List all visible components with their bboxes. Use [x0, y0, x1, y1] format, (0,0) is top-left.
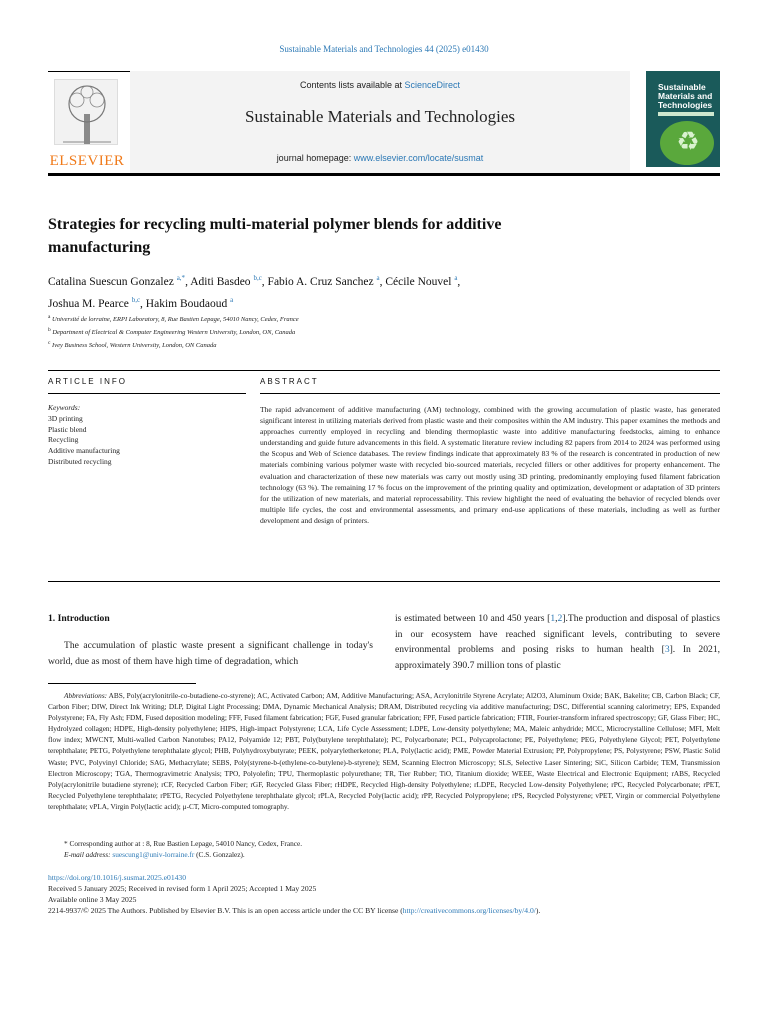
journal-masthead	[48, 71, 720, 175]
homepage-link[interactable]: www.elsevier.com/locate/susmat	[353, 153, 484, 163]
citation-separator: ,	[555, 613, 558, 624]
keyword-item: Additive manufacturing	[48, 446, 120, 456]
article-title: Strategies for recycling multi-material polymer blends for additive manufacturing	[48, 216, 502, 256]
email-line	[48, 849, 720, 860]
abbreviations-text: ABS, Poly(acrylonitrile-co-butadiene-co-styrene); AC, Activated Carbon; AM, Additive Manufacturing; ASA, Acrylonitrile Styrene Acrylate; Al2O3, Aluminum Oxide; BAK, Bakelite; CB, Carbon Black; CF, Carbon Fiber; DIW, Direct Ink Writing; DLP, Digital Light Processing; DMA, Dynamic Mechanical Analysis; DRAM, Distributed recycling via additive manufacturing; DSC, Differential scanning calorimetry; EPS, Expanded Polystyrene; FA, Fly Ash; FDM, Fused deposition modeling; FFF, Fused filament fabrication; FGF, Fused granular fabrication; FPF, Fused particle fabrication; FTIR, Fourier-transform infrared spectroscopy; GF, Glass Fiber; HC, Hydrolyzed collagen; HDPE, High-density polyethylene; HIPS, High-impact Polystyrene; LCA, Life Cycle Assessment; LDPE, Low-density polyethylene; MA, Maleic anhydride; MCC, Microcrystalline Cellulose; MFI, Melt flow index; MWCNT, Multi-walled Carbon Nanotubes; PA12, Polyamide 12; PBT, Poly(butylene terephthalate); PC, Polycarbonate; PCL, Polycaprolactone; PE, Polyethylene; PEG, Polyethylene Glycol; PET, Polyethylene terephthalate; PETG, Polyethylene terephthalate glycol; PHB, Polyhydroxybutyrate; PEEK, polyaryletherketone; PLA, Poly(lactic acid); PME, Powder Material Extrusion; PP, Polypropylene; PS, Polystyrene; PSW, Plastic Solid Waste; PVC, Polyvinyl Chloride; SAG, Methacrylate; SEBS, Poly(styrene-b-(ethylene-co-butylene)-b-styrene); SEM, Scanning Electron Microscopy; SLS, Selective Laser Sintering; SiC, Silicon Carbide; TEM, Transmission Electron Microscopy; TGA, Thermogravimetric Analysis; TPO, Polyolefin; TPU, Thermoplastic polyurethane; TR, Tier Rubber; TiO, Titanium dioxide; WEEE, Waste Electrical and Electronic Equipment; rABS, Recycled Poly(acrylonitrile butadiene styrene); rCF, Recycled Carbon Fiber; rGF, Recycled Glass Fiber; rHDPE, Recycled High-density Polyethylene; rLDPE, Recycled Low-density Polyethylene; rPC, Recycled Polycarbonate; rPET, Recycled Polyethylene terephthalate; rPETG, Recycled Polyethylene terephthalate glycol; rPLA, Recycled Poly(lactic acid); rPP, Recycled Polypropylene; rPS, Recycled Polystyrene; vPET, Virgin or commercial Polyethylene terephthalate; vPLA, Virgin Poly(lactic acid); μ-CT, Micro-computed tomography.	[48, 691, 720, 811]
available-online: Available online 3 May 2025	[48, 895, 137, 904]
received-dates: Received 5 January 2025; Received in revised form 1 April 2025; Accepted 1 May 2025	[48, 884, 317, 893]
abstract-bottom-rule	[48, 581, 720, 582]
license-prefix: 2214-9937/© 2025 The Authors. Published by Elsevier B.V. This is an open access article under the CC BY license (	[48, 906, 403, 915]
author-affiliation-marker[interactable]: a	[454, 274, 458, 282]
affiliation-text: Department of Electrical & Computer Engineering Western University, London, ON, Canada	[52, 329, 296, 337]
correspondence-footnote	[48, 838, 720, 860]
journal-cover-image[interactable]	[646, 71, 720, 167]
affiliation-item	[48, 338, 720, 351]
citation-link[interactable]: 3	[664, 644, 670, 656]
abstract-text: The rapid advancement of additive manufacturing (AM) technology, combined with the growing accumulation of plastic waste, has generated significant interest in utilizing materials derived from plastic waste and their composites within the AM industry. This paper examines the methods and approaches currently employed in recycling and blending thermoplastic waste into additive manufacturing feedstocks, aiming to enhance understanding and guide future advancements in this field. A systematic literature review including 82 papers from 2014 to 2024 was performed using the Scopus and Web of Science databases. The review findings indicate that approximately 83 % of the research is concentrated in production of new materials combining various polymer waste with recycled bio-sourced materials, recycled fillers or other additives for property enhancement. The evaluation and characterization of these new materials was carry out mostly using 3D printing, predominantly employing fused filament fabrication technology (63 %). The remaining 17 % focus on the improvement of the printing quality and optimization, development or adaptation of 3D printers for the utilization of new materials, and material reprocessability. This review highlight the need of evaluating the behavior of recycled blends over multiple life cycles, the cost and environmental assessments, and primary end-use applications of these materials, including as well as further development and design of printers.	[260, 405, 720, 525]
keyword-item: Plastic blend	[48, 424, 87, 434]
header-divider	[48, 370, 720, 371]
homepage-line	[130, 153, 630, 163]
cover-strip	[658, 112, 714, 116]
author-affiliation-marker[interactable]: a,*	[176, 274, 186, 282]
journal-title: Sustainable Materials and Technologies	[245, 107, 515, 126]
author-affiliation-marker[interactable]: a	[376, 274, 380, 282]
homepage-prefix: journal homepage:	[276, 153, 354, 163]
keyword-item: Recycling	[48, 435, 79, 445]
footnote-rule	[48, 683, 196, 684]
email-link[interactable]: suescung1@univ-lorraine.fr	[112, 850, 195, 859]
elsevier-tree-icon	[54, 79, 118, 145]
abbreviations-footnote	[48, 690, 720, 812]
introduction-heading: 1. Introduction	[48, 613, 110, 624]
article-info-rule	[48, 393, 246, 394]
author-name[interactable]: Cécile Nouvel	[385, 275, 452, 288]
intro-text: is estimated between 10 and 450 years [	[395, 613, 551, 624]
citation-link[interactable]: 2	[557, 613, 563, 624]
intro-paragraph-right	[395, 611, 720, 673]
keywords-label: Keywords:	[48, 403, 81, 412]
author-affiliation-marker[interactable]: a	[230, 295, 234, 304]
article-info-heading: ARTICLE INFO	[48, 377, 127, 386]
citation-link[interactable]: 1	[550, 613, 556, 624]
keyword-item: Distributed recycling	[48, 456, 112, 466]
intro-text: ].The production and disposal of plastics in our ecosystem have reached significant levels, contributing to severe environmental problems and posing risks to human health [	[395, 613, 720, 656]
affiliation-marker: a	[48, 314, 51, 320]
affiliation-marker: b	[48, 327, 51, 334]
masthead-center	[130, 71, 630, 175]
recycle-icon: ♻	[676, 127, 700, 156]
corresponding-author: * Corresponding author at : 8, Rue Bastien Lepage, 54010 Nancy, Cedex, France.	[64, 839, 303, 848]
author-name[interactable]: Catalina Suescun Gonzalez	[48, 275, 174, 288]
cover-title: Sustainable Materials and Technologies	[658, 82, 713, 110]
author-list: Catalina Suescun Gonzalez $^{a,*}$, Aditi Basdeo $^{b,c}$, Fabio A. Cruz Sanchez $^a$, Cécile Nouvel $^a$, Joshua M. Pearce $^{b,c}$, Hakim Boudaoud $^a$	[48, 274, 461, 310]
license-link[interactable]: http://creativecommons.org/licenses/by/4.0/	[402, 906, 536, 915]
keyword-item: 3D printing	[48, 413, 83, 423]
elsevier-wordmark: ELSEVIER	[49, 153, 125, 169]
author-affiliation-marker[interactable]: b,c	[253, 274, 262, 282]
article-metadata	[48, 872, 720, 916]
keywords-list	[48, 403, 218, 468]
email-suffix: (C.S. Gonzalez).	[194, 850, 245, 859]
author-name[interactable]: Aditi Basdeo	[190, 275, 251, 288]
license-line	[48, 905, 720, 916]
sciencedirect-link[interactable]: ScienceDirect	[404, 80, 461, 90]
affiliation-text: Ivey Business School, Western University, London, ON Canada	[52, 342, 217, 350]
affiliation-marker: c	[48, 340, 51, 347]
affiliation-list	[48, 312, 720, 351]
author-name[interactable]: Joshua M. Pearce	[48, 297, 129, 310]
affiliation-text: Université de lorraine, ERPI Laboratory, 8, Rue Bastien Lepage, 54010 Nancy, Cedex, France	[52, 316, 299, 324]
contents-prefix: Contents lists available at	[299, 80, 405, 90]
affiliation-item	[48, 312, 720, 325]
author-name[interactable]: Fabio A. Cruz Sanchez	[267, 275, 374, 288]
masthead-bottom-rule	[48, 173, 720, 176]
license-suffix: ).	[535, 906, 541, 915]
intro-text: ]. In 2021, approximately 390.7 million tons of plastic	[395, 644, 721, 671]
doi-link[interactable]: https://doi.org/10.1016/j.susmat.2025.e01430	[48, 873, 187, 882]
journal-reference[interactable]: Sustainable Materials and Technologies 44 (2025) e01430	[279, 44, 489, 54]
intro-paragraph-left: The accumulation of plastic waste present a significant challenge in today's world, due as most of them have high time of degradation, which	[48, 640, 373, 667]
author-affiliation-marker[interactable]: b,c	[131, 295, 141, 304]
author-name[interactable]: Hakim Boudaoud	[145, 297, 228, 310]
abstract-rule	[260, 393, 720, 394]
affiliation-item	[48, 325, 720, 338]
abstract-heading: ABSTRACT	[260, 377, 319, 386]
email-label: E-mail address:	[64, 850, 111, 859]
abbreviations-label: Abbreviations:	[64, 691, 108, 700]
contents-line	[130, 80, 630, 90]
elsevier-logo[interactable]	[48, 79, 126, 171]
